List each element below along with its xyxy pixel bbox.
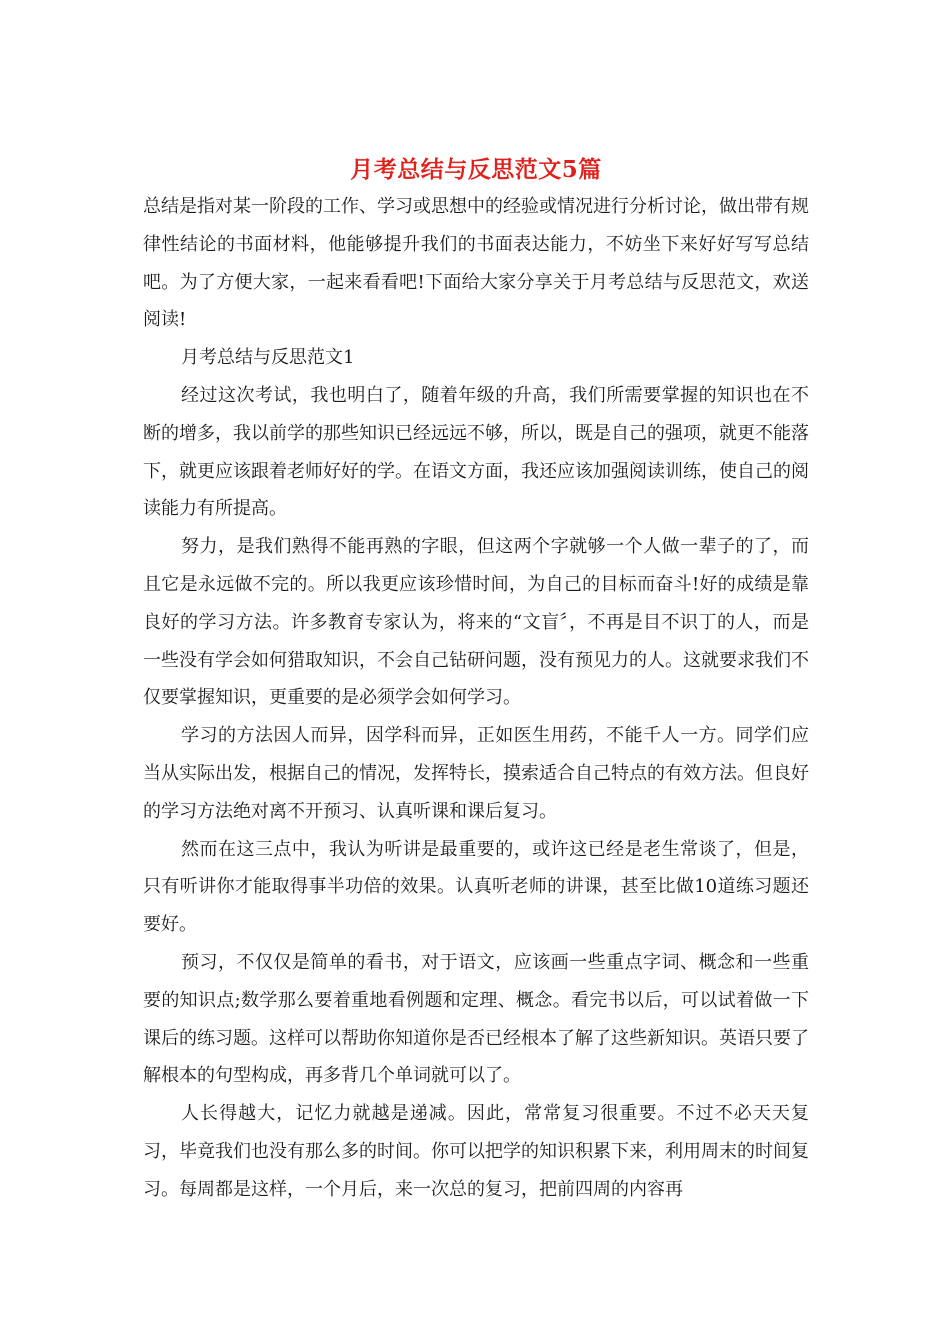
body-paragraph: 人长得越大，记忆力就越是递减。因此，常常复习很重要。不过不必天天复习，毕竟我们也没有那么多的时间。你可以把学的知识积累下来，利用周末的时间复习。每周都是这样，一个月后，来一次总的复习，把前四周的内容再 xyxy=(143,1103,809,1200)
body-paragraph: 然而在这三点中，我认为听讲是最重要的，或许这已经是老生常谈了，但是，只有听讲你才能取得事半功倍的效果。认真听老师的讲课，甚至比做10道练习题还要好。 xyxy=(143,838,809,936)
document-title: 月考总结与反思范文5篇 xyxy=(350,156,602,183)
intro-paragraph: 总结是指对某一阶段的工作、学习或思想中的经验或情况进行分析讨论，做出带有规律性结论的书面材料，他能够提升我们的书面表达能力，不妨坐下来好好写写总结吧。为了方便大家，一起来看看吧!下面给大家分享关于月考总结与反思范文，欢送阅读! xyxy=(143,196,809,331)
document-page xyxy=(143,150,809,1209)
body-paragraph: 经过这次考试，我也明白了，随着年级的升高，我们所需要掌握的知识也在不断的增多，我以前学的那些知识已经远远不够，所以，既是自己的强项，就更不能落下，就更应该跟着老师好好的学。在语文方面，我还应该加强阅读训练，使自己的阅读能力有所提高。 xyxy=(143,384,809,520)
body-paragraph: 学习的方法因人而异，因学科而异，正如医生用药，不能千人一方。同学们应当从实际出发，根据自己的情况，发挥特长，摸索适合自己特点的有效方法。但良好的学习方法绝对离不开预习、认真听课和课后复习。 xyxy=(143,725,809,822)
section-heading: 月考总结与反思范文1 xyxy=(181,347,355,369)
body-paragraph: 预习，不仅仅是简单的看书，对于语文，应该画一些重点字词、概念和一些重要的知识点;数学那么要着重地看例题和定理、概念。看完书以后，可以试着做一下课后的练习题。这样可以帮助你知道你是否已经根本了解了这些新知识。英语只要了解根本的句型构成，再多背几个单词就可以了。 xyxy=(143,951,809,1087)
body-paragraph: 努力，是我们熟得不能再熟的字眼，但这两个字就够一个人做一辈子的了，而且它是永远做不完的。所以我更应该珍惜时间，为自己的目标而奋斗!好的成绩是靠良好的学习方法。许多教育专家认为，将来的“文盲〞，不再是目不识丁的人，而是一些没有学会如何猎取知识，不会自己钻研问题，没有预见力的人。这就要求我们不仅要掌握知识，更重要的是必须学会如何学习。 xyxy=(143,536,809,709)
